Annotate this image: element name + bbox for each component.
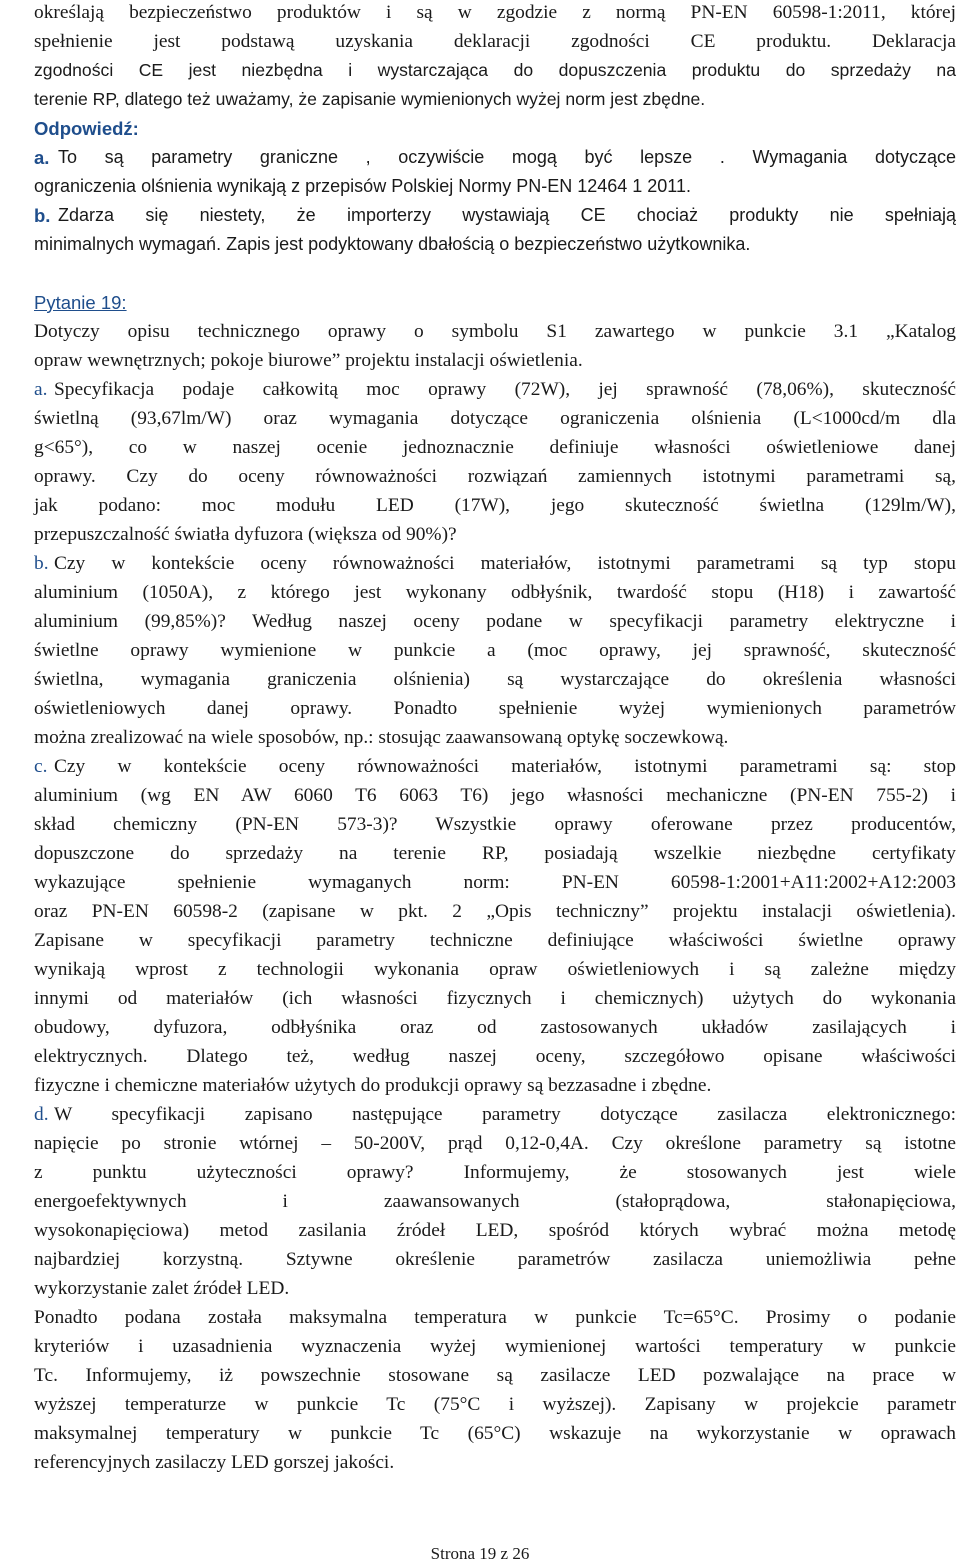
answer-b-line: minimalnych wymagań. Zapis jest podyktowany dbałością o bezpieczeństwo użytkownika. [34, 234, 751, 254]
tail-line: wyższej temperaturze w punkcie Tc (75°C i wyższej). Zapisany w projekcie parametr [34, 1394, 956, 1415]
point-b-line: świetlne oprawy wymienione w punkcie a (moc oprawy, jej sprawność, skuteczność [34, 640, 956, 661]
tail-line: Tc. Informujemy, iż powszechnie stosowane są zasilacze LED pozwalające na prace w [34, 1365, 956, 1386]
point-c-line: fizyczne i chemiczne materiałów użytych do produkcji oprawy są bezzasadne i zbędne. [34, 1075, 712, 1096]
answer-a-line: ograniczenia olśnienia wynikają z przepisów Polskiej Normy PN-EN 12464 1 2011. [34, 176, 691, 196]
tail-line: kryteriów i uzasadnienia wyznaczenia wyżej wymienionej wartości temperatury w punkcie [34, 1336, 956, 1357]
point-b-line: aluminium (1050A), z którego jest wykonany odbłyśnik, twardość stopu (H18) i zawartość [34, 582, 956, 603]
point-c-line: oraz PN-EN 60598-2 (zapisane w pkt. 2 „Opis techniczny” projektu instalacji oświetlenia). [34, 901, 956, 922]
point-c-line: elektrycznych. Dlatego też, według naszej oceny, szczegółowo opisane właściwości [34, 1046, 956, 1067]
answer-a-line: To są parametry graniczne , oczywiście mogą być lepsze . Wymagania dotyczące [58, 147, 956, 167]
point-d-line: wysokonapięciowa) metod zasilania źródeł LED, spośród których wybrać można metodę [34, 1220, 956, 1241]
point-b-line: aluminium (99,85%)? Według naszej oceny podane w specyfikacji parametry elektryczne i [34, 611, 956, 632]
point-c-line: Czy w kontekście oceny równoważności materiałów, istotnymi parametrami są: stop [54, 756, 956, 777]
point-d-line: z punktu użyteczności oprawy? Informujemy, że stosowanych jest wiele [34, 1162, 956, 1183]
answer-b-line: Zdarza się niestety, że importerzy wystawiają CE chociaż produkty nie spełniają [58, 205, 956, 225]
point-d-line: wykorzystanie zalet źródeł LED. [34, 1278, 290, 1299]
question-line: Dotyczy opisu technicznego oprawy o symbolu S1 zawartego w punkcie 3.1 „Katalog [34, 321, 956, 342]
tail-line: maksymalnej temperatury w punkcie Tc (65°C) wskazuje na wykorzystanie w oprawach [34, 1423, 956, 1444]
point-c-line: Zapisane w specyfikacji parametry techniczne definiujące właściwości świetlne oprawy [34, 930, 956, 951]
point-c-line: wykazujące spełnienie wymaganych norm: PN-EN 60598-1:2001+A11:2002+A12:2003 [34, 872, 956, 893]
point-c-line: obudowy, dyfuzora, odbłyśnika oraz od zastosowanych układów zasilających i [34, 1017, 956, 1038]
point-a-line: świetlną (93,67lm/W) oraz wymagania dotyczące ograniczenia olśnienia (L<1000cd/m dla [34, 408, 956, 429]
tail-line: Ponadto podana została maksymalna temperatura w punkcie Tc=65°C. Prosimy o podanie [34, 1307, 956, 1328]
intro-line: spełnienie jest podstawą uzyskania deklaracji zgodności CE produktu. Deklaracja [34, 31, 956, 52]
point-c-line: skład chemiczny (PN-EN 573-3)? Wszystkie oprawy oferowane przez producentów, [34, 814, 956, 835]
point-a-line: g<65°), co w naszej ocenie jednoznacznie definiuje własności oświetleniowe danej [34, 437, 956, 458]
point-d-line: najbardziej korzystną. Sztywne określenie parametrów zasilacza uniemożliwia pełne [34, 1249, 956, 1270]
intro-line: określają bezpieczeństwo produktów i są w zgodzie z normą PN-EN 60598-1:2011, której [34, 2, 956, 23]
point-b-line: można zrealizować na wiele sposobów, np.: stosując zaawansowaną optykę soczewkową. [34, 727, 729, 748]
point-c-line: wynikają wprost z technologii wykonania opraw oświetleniowych i są zależne między [34, 959, 956, 980]
point-d-line: napięcie po stronie wtórnej – 50-200V, prąd 0,12-0,4A. Czy określone parametry są istotne [34, 1133, 956, 1154]
intro-line: zgodności CE jest niezbędna i wystarczająca do dopuszczenia produktu do sprzedaży na [34, 60, 956, 80]
tail-line: referencyjnych zasilaczy LED gorszej jakości. [34, 1452, 395, 1473]
question-heading: Pytanie 19: [34, 292, 127, 313]
question-line: opraw wewnętrznych; pokoje biurowe” projektu instalacji oświetlenia. [34, 350, 583, 371]
point-c-line: innymi od materiałów (ich własności fizycznych i chemicznych) użytych do wykonania [34, 988, 956, 1009]
point-b-line: Czy w kontekście oceny równoważności materiałów, istotnymi parametrami są typ stopu [54, 553, 956, 574]
point-d-line: energoefektywnych i zaawansowanych (stałoprądowa, stałonapięciowa, [34, 1191, 956, 1212]
point-c-label: c. [34, 756, 48, 777]
point-a-line: przepuszczalność światła dyfuzora (większa od 90%)? [34, 524, 457, 545]
answer-a-label: a. [34, 147, 50, 168]
point-d-label: d. [34, 1104, 49, 1125]
point-b-label: b. [34, 553, 49, 574]
page-number: Strona 19 z 26 [430, 1544, 530, 1563]
point-c-line: dopuszczone do sprzedaży na terenie RP, posiadają wszelkie niezbędne certyfikaty [34, 843, 956, 864]
point-b-line: oświetleniowych danej oprawy. Ponadto spełnienie wyżej wymienionych parametrów [34, 698, 956, 719]
point-a-line: Specyfikacja podaje całkowitą moc oprawy (72W), jej sprawność (78,06%), skuteczność [54, 379, 956, 400]
point-a-label: a. [34, 379, 48, 400]
point-a-line: jak podano: moc modułu LED (17W), jego skuteczność świetlna (129lm/W), [34, 495, 956, 516]
point-d-line: W specyfikacji zapisano następujące parametry dotyczące zasilacza elektronicznego: [54, 1104, 956, 1125]
answer-heading: Odpowiedź: [34, 118, 139, 139]
answer-b-label: b. [34, 205, 51, 226]
point-b-line: świetlna, wymagania graniczenia olśnienia) są wystarczające do określenia własności [34, 669, 956, 690]
point-c-line: aluminium (wg EN AW 6060 T6 6063 T6) jego własności mechaniczne (PN-EN 755-2) i [34, 785, 956, 806]
point-a-line: oprawy. Czy do oceny równoważności rozwiązań zamiennych istotnymi parametrami są, [34, 466, 956, 487]
intro-line: terenie RP, dlatego też uważamy, że zapisanie wymienionych wyżej norm jest zbędne. [34, 89, 706, 109]
